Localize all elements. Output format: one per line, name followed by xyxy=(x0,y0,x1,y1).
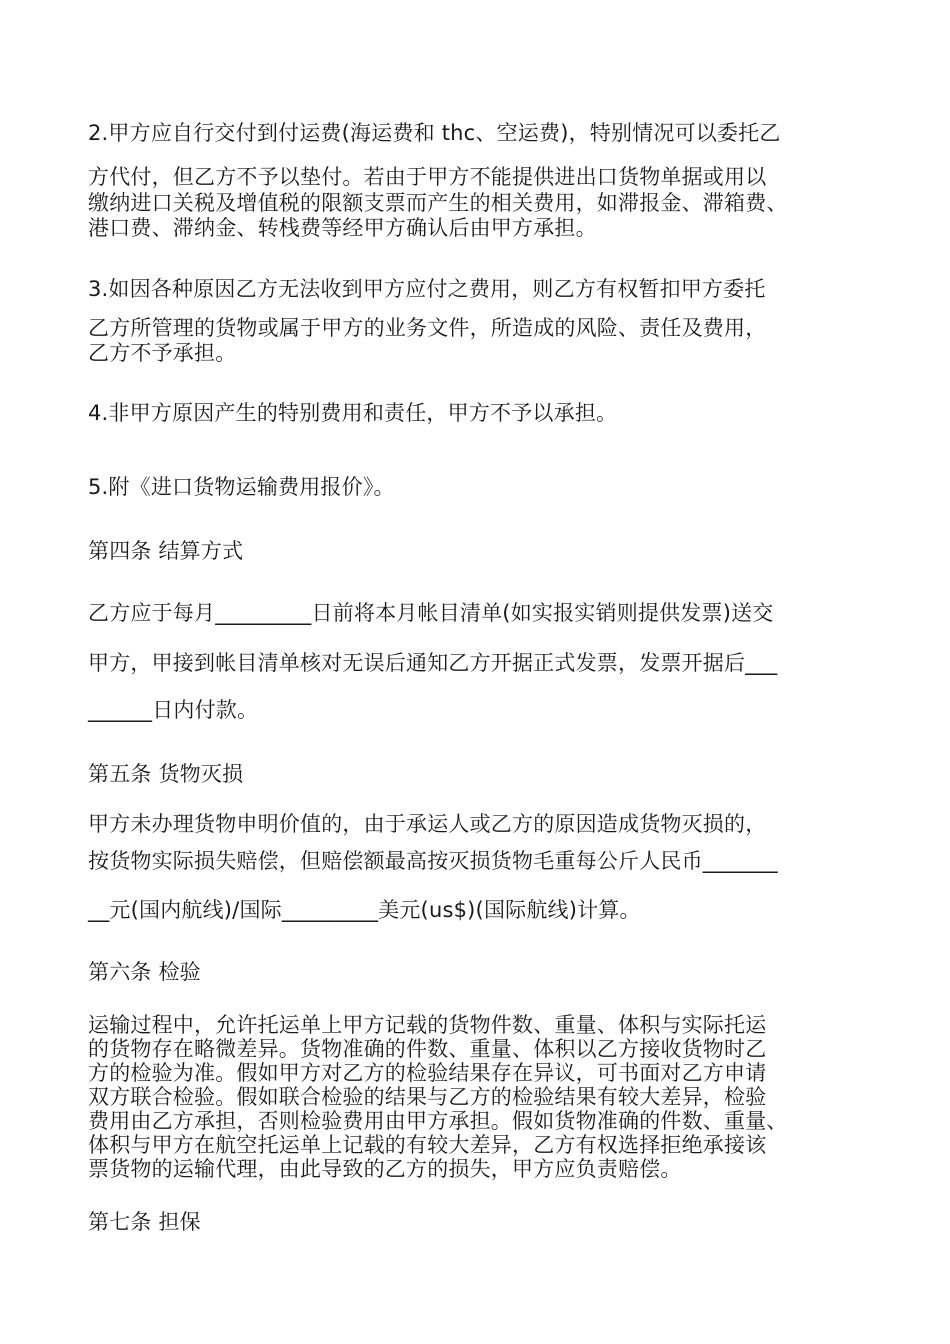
article6-line5: 费用由乙方承担，否则检验费用由甲方承担。假如货物准确的件数、重量、 xyxy=(88,1109,788,1133)
item2-line3: 缴纳进口关税及增值税的限额支票而产生的相关费用，如滞报金、滞箱费、 xyxy=(88,191,788,215)
article5-line1: 甲方未办理货物申明价值的，由于承运人或乙方的原因造成货物灭损的， xyxy=(88,812,767,836)
article4-heading: 第四条 结算方式 xyxy=(88,539,244,563)
item2-line2: 方代付，但乙方不予以垫付。若由于甲方不能提供进出口货物单据或用以 xyxy=(88,165,767,189)
article5-heading: 第五条 货物灭损 xyxy=(88,762,244,786)
article6-line7: 票货物的运输代理，由此导致的乙方的损失，甲方应负责赔偿。 xyxy=(88,1157,682,1181)
article6-line2: 的货物存在略微差异。货物准确的件数、重量、体积以乙方接收货物时乙 xyxy=(88,1037,767,1061)
article6-line6: 体积与甲方在航空托运单上记载的有较大差异，乙方有权选择拒绝承接该 xyxy=(88,1133,767,1157)
item5-line1: 5.附《进口货物运输费用报价》。 xyxy=(88,475,395,499)
item3-line1: 3.如因各种原因乙方无法收到甲方应付之费用，则乙方有权暂扣甲方委托 xyxy=(88,277,766,301)
article6-line1: 运输过程中，允许托运单上甲方记载的货物件数、重量、体积与实际托运 xyxy=(88,1013,767,1037)
article6-heading: 第六条 检验 xyxy=(88,960,201,984)
article4-line2: 甲方，甲接到帐目清单核对无误后通知乙方开据正式发票，发票开据后___ xyxy=(88,651,778,675)
article7-heading: 第七条 担保 xyxy=(88,1210,201,1234)
article6-line4: 双方联合检验。假如联合检验的结果与乙方的检验结果有较大差异，检验 xyxy=(88,1085,767,1109)
article5-line3: __元(国内航线)/国际_________美元(us$)(国际航线)计算。 xyxy=(88,898,641,922)
item2-line4: 港口费、滞纳金、转栈费等经甲方确认后由甲方承担。 xyxy=(88,216,597,240)
item3-line2: 乙方所管理的货物或属于甲方的业务文件，所造成的风险、责任及费用， xyxy=(88,316,767,340)
item2-line1: 2.甲方应自行交付到付运费(海运费和 thc、空运费)，特别情况可以委托乙 xyxy=(88,121,781,145)
article4-line3: ______日内付款。 xyxy=(88,698,259,722)
article6-line3: 方的检验为准。假如甲方对乙方的检验结果存在异议，可书面对乙方申请 xyxy=(88,1061,767,1085)
item4-line1: 4.非甲方原因产生的特别费用和责任，甲方不予以承担。 xyxy=(88,401,618,425)
article4-line1: 乙方应于每月_________日前将本月帐目清单(如实报实销则提供发票)送交 xyxy=(88,601,774,625)
item3-line3: 乙方不予承担。 xyxy=(88,341,237,365)
article5-line2: 按货物实际损失赔偿，但赔偿额最高按灭损货物毛重每公斤人民币_______ xyxy=(88,849,778,873)
